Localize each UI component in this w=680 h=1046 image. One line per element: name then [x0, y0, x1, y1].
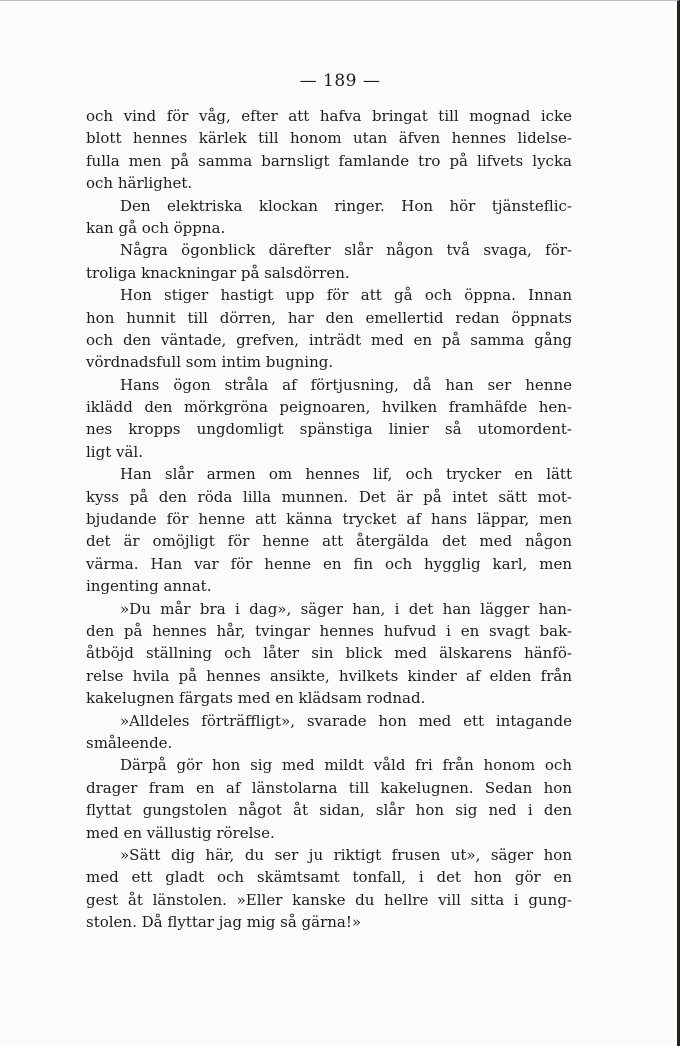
text-line: med ett gladt och skämtsamt tonfall, i det hon gör en: [86, 868, 572, 887]
text-line: småleende.: [86, 733, 173, 752]
text-line: flyttat gungstolen något åt sidan, slår hon sig ned i den: [86, 801, 572, 820]
text-line: och vind för våg, efter att hafva bringat till mognad icke: [86, 107, 572, 125]
text-line: fulla men på samma barnsligt famlande tro på lifvets lycka: [86, 151, 572, 170]
text-line: med en vällustig rörelse.: [86, 823, 275, 842]
text-line: »Du mår bra i dag», säger han, i det han lägger han-: [120, 599, 572, 618]
text-line: Hans ögon stråla af förtjusning, då han ser henne: [120, 375, 572, 394]
text-line: ligt väl.: [86, 442, 143, 461]
text-line: stolen. Då flyttar jag mig så gärna!»: [86, 913, 362, 932]
text-line: bjudande för henne att känna trycket af hans läppar, men: [86, 510, 572, 529]
text-line: iklädd den mörkgröna peignoaren, hvilken framhäfde hen-: [86, 398, 572, 417]
text-line: hon hunnit till dörren, har den emellertid redan öppnats: [86, 308, 572, 327]
text-line: »Sätt dig här, du ser ju riktigt frusen ut», säger hon: [120, 845, 572, 864]
text-line: blott hennes kärlek till honom utan äfven hennes lidelse-: [86, 129, 572, 148]
page-number: — 189 —: [299, 71, 381, 91]
text-line: kan gå och öppna.: [86, 218, 226, 237]
text-line: Han slår armen om hennes lif, och trycker en lätt: [120, 465, 572, 484]
body-text: [86, 105, 572, 933]
text-line: och den väntade, grefven, inträdt med en på samma gång: [86, 330, 572, 349]
text-line: Hon stiger hastigt upp för att gå och öppna. Innan: [120, 286, 572, 305]
text-line: gest åt länstolen. »Eller kanske du hellre vill sitta i gung-: [86, 890, 572, 909]
text-line: den på hennes hår, tvingar hennes hufvud i en svagt bak-: [86, 621, 572, 640]
text-line: vördnadsfull som intim bugning.: [86, 353, 334, 372]
text-line: Den elektriska klockan ringer. Hon hör tjänsteflic-: [120, 196, 572, 215]
text-line: Därpå gör hon sig med mildt våld fri från honom och: [120, 756, 572, 775]
text-line: troliga knackningar på salsdörren.: [86, 263, 350, 282]
text-line: kakelugnen färgats med en klädsam rodnad.: [86, 689, 426, 708]
text-line: åtböjd ställning och låter sin blick med älskarens hänfö-: [86, 644, 572, 663]
text-line: det är omöjligt för henne att återgälda det med någon: [86, 532, 572, 551]
text-line: Några ögonblick därefter slår någon två svaga, för-: [120, 241, 572, 260]
text-line: »Alldeles förträffligt», svarade hon med ett intagande: [120, 711, 572, 730]
text-line: ingenting annat.: [86, 577, 212, 596]
text-line: drager fram en af länstolarna till kakelugnen. Sedan hon: [86, 778, 572, 797]
text-line: nes kropps ungdomligt spänstiga linier så utomordent-: [86, 420, 572, 439]
text-line: och härlighet.: [86, 174, 193, 193]
text-line: värma. Han var för henne en fin och hygglig karl, men: [86, 554, 572, 573]
text-line: relse hvila på hennes ansikte, hvilkets kinder af elden från: [86, 666, 572, 685]
text-line: kyss på den röda lilla munnen. Det är på intet sätt mot-: [86, 487, 572, 506]
